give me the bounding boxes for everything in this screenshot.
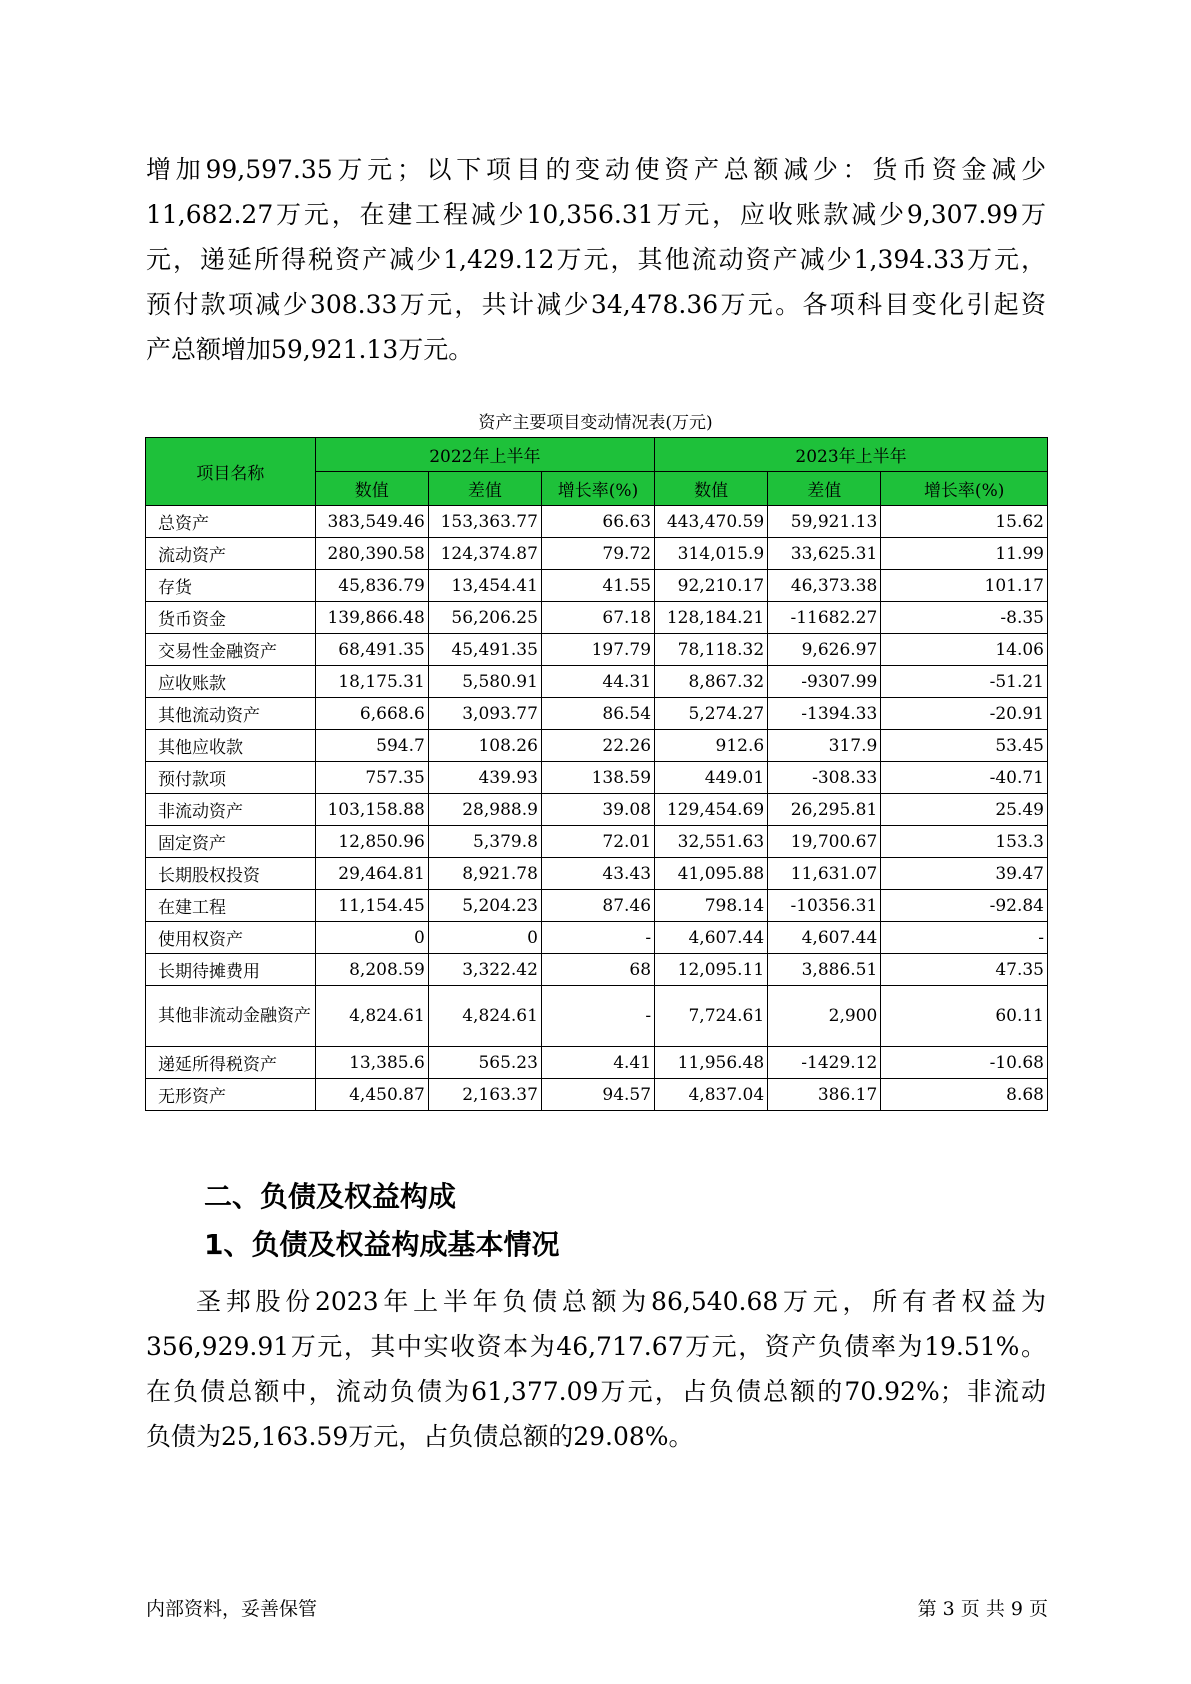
table-row xyxy=(146,666,1048,698)
row-value-cell: 8.68 xyxy=(881,1079,1048,1111)
row-item-name: 在建工程 xyxy=(146,890,316,922)
row-value-cell: 383,549.46 xyxy=(315,506,428,538)
row-value-cell: 94.57 xyxy=(541,1079,654,1111)
table-row xyxy=(146,698,1048,730)
row-value-cell: 39.08 xyxy=(541,794,654,826)
row-value-cell: 78,118.32 xyxy=(655,634,768,666)
row-value-cell: -10356.31 xyxy=(768,890,881,922)
row-value-cell: 138.59 xyxy=(541,762,654,794)
row-value-cell: 5,204.23 xyxy=(428,890,541,922)
row-item-name: 长期股权投资 xyxy=(146,858,316,890)
row-value-cell: 66.63 xyxy=(541,506,654,538)
row-item-name: 使用权资产 xyxy=(146,922,316,954)
row-value-cell: 101.17 xyxy=(881,570,1048,602)
row-item-name: 货币资金 xyxy=(146,602,316,634)
row-value-cell: 128,184.21 xyxy=(655,602,768,634)
row-value-cell: 153.3 xyxy=(881,826,1048,858)
section-title: 二、负债及权益构成 xyxy=(204,1180,457,1213)
row-value-cell: 53.45 xyxy=(881,730,1048,762)
row-item-name: 预付款项 xyxy=(146,762,316,794)
row-value-cell: -10.68 xyxy=(881,1047,1048,1079)
period-header-2023: 2023年上半年 xyxy=(655,438,1048,472)
table-row xyxy=(146,794,1048,826)
row-value-cell: -51.21 xyxy=(881,666,1048,698)
table-row xyxy=(146,826,1048,858)
row-value-cell: 68,491.35 xyxy=(315,634,428,666)
row-value-cell: 139,866.48 xyxy=(315,602,428,634)
sub-header: 增长率(%) xyxy=(541,472,654,506)
row-value-cell: 280,390.58 xyxy=(315,538,428,570)
row-value-cell: 11.99 xyxy=(881,538,1048,570)
sub-header: 增长率(%) xyxy=(881,472,1048,506)
row-value-cell: 67.18 xyxy=(541,602,654,634)
row-value-cell: 25.49 xyxy=(881,794,1048,826)
row-value-cell: 153,363.77 xyxy=(428,506,541,538)
row-value-cell: 92,210.17 xyxy=(655,570,768,602)
table-row xyxy=(146,922,1048,954)
row-value-cell: 7,724.61 xyxy=(655,986,768,1047)
intro-line: 元，递延所得税资产减少1,429.12万元，其他流动资产减少1,394.33万元， xyxy=(146,245,1046,274)
table-row xyxy=(146,506,1048,538)
row-value-cell: 4,837.04 xyxy=(655,1079,768,1111)
row-value-cell: 314,015.9 xyxy=(655,538,768,570)
intro-paragraph xyxy=(146,147,1046,372)
row-value-cell: 912.6 xyxy=(655,730,768,762)
row-value-cell: 8,867.32 xyxy=(655,666,768,698)
row-value-cell: 41.55 xyxy=(541,570,654,602)
row-value-cell: 56,206.25 xyxy=(428,602,541,634)
row-value-cell: 449.01 xyxy=(655,762,768,794)
row-value-cell: 12,095.11 xyxy=(655,954,768,986)
row-value-cell: -1429.12 xyxy=(768,1047,881,1079)
row-value-cell: 757.35 xyxy=(315,762,428,794)
row-value-cell: 22.26 xyxy=(541,730,654,762)
liability-line: 圣邦股份2023年上半年负债总额为86,540.68万元，所有者权益为 xyxy=(196,1287,1046,1316)
table-row xyxy=(146,730,1048,762)
row-value-cell: 5,274.27 xyxy=(655,698,768,730)
row-item-name: 非流动资产 xyxy=(146,794,316,826)
table-row xyxy=(146,1079,1048,1111)
table-caption: 资产主要项目变动情况表(万元) xyxy=(478,413,713,433)
row-value-cell: 9,626.97 xyxy=(768,634,881,666)
sub-header: 数值 xyxy=(315,472,428,506)
row-value-cell: -11682.27 xyxy=(768,602,881,634)
row-item-name: 递延所得税资产 xyxy=(146,1047,316,1079)
row-value-cell: 44.31 xyxy=(541,666,654,698)
row-value-cell: 197.79 xyxy=(541,634,654,666)
row-value-cell: 59,921.13 xyxy=(768,506,881,538)
row-value-cell: 45,836.79 xyxy=(315,570,428,602)
row-value-cell: 39.47 xyxy=(881,858,1048,890)
row-value-cell: 565.23 xyxy=(428,1047,541,1079)
footer-confidential-note: 内部资料，妥善保管 xyxy=(146,1598,318,1620)
row-value-cell: 11,631.07 xyxy=(768,858,881,890)
row-value-cell: 6,668.6 xyxy=(315,698,428,730)
row-value-cell: 43.43 xyxy=(541,858,654,890)
row-item-name: 无形资产 xyxy=(146,1079,316,1111)
intro-line: 增加99,597.35万元；以下项目的变动使资产总额减少：货币资金减少 xyxy=(146,155,1046,184)
sub-header: 差值 xyxy=(428,472,541,506)
row-item-name: 交易性金融资产 xyxy=(146,634,316,666)
row-value-cell: 45,491.35 xyxy=(428,634,541,666)
table-row xyxy=(146,570,1048,602)
row-value-cell: -9307.99 xyxy=(768,666,881,698)
liability-line: 在负债总额中，流动负债为61,377.09万元，占负债总额的70.92%；非流动 xyxy=(146,1377,1046,1406)
row-value-cell: 4,450.87 xyxy=(315,1079,428,1111)
row-value-cell: 60.11 xyxy=(881,986,1048,1047)
row-value-cell: 68 xyxy=(541,954,654,986)
row-item-name: 其他流动资产 xyxy=(146,698,316,730)
table-row xyxy=(146,602,1048,634)
row-value-cell: 32,551.63 xyxy=(655,826,768,858)
row-value-cell: -20.91 xyxy=(881,698,1048,730)
row-value-cell: 86.54 xyxy=(541,698,654,730)
row-value-cell: 798.14 xyxy=(655,890,768,922)
row-value-cell: -92.84 xyxy=(881,890,1048,922)
row-value-cell: - xyxy=(881,922,1048,954)
intro-line: 产总额增加59,921.13万元。 xyxy=(146,335,474,364)
row-value-cell: 5,379.8 xyxy=(428,826,541,858)
row-value-cell: 12,850.96 xyxy=(315,826,428,858)
row-value-cell: 439.93 xyxy=(428,762,541,794)
row-value-cell: 11,154.45 xyxy=(315,890,428,922)
row-value-cell: 0 xyxy=(428,922,541,954)
row-value-cell: 124,374.87 xyxy=(428,538,541,570)
table-body xyxy=(146,506,1048,1111)
row-value-cell: 33,625.31 xyxy=(768,538,881,570)
intro-line: 预付款项减少308.33万元，共计减少34,478.36万元。各项科目变化引起资 xyxy=(146,290,1046,319)
table-row xyxy=(146,634,1048,666)
row-value-cell: 41,095.88 xyxy=(655,858,768,890)
liability-line: 356,929.91万元，其中实收资本为46,717.67万元，资产负债率为19.51%。 xyxy=(146,1332,1046,1361)
row-value-cell: 103,158.88 xyxy=(315,794,428,826)
row-value-cell: -40.71 xyxy=(881,762,1048,794)
row-value-cell: 79.72 xyxy=(541,538,654,570)
row-value-cell: 47.35 xyxy=(881,954,1048,986)
row-value-cell: -1394.33 xyxy=(768,698,881,730)
row-value-cell: 4,607.44 xyxy=(655,922,768,954)
row-value-cell: 8,921.78 xyxy=(428,858,541,890)
row-value-cell: 13,385.6 xyxy=(315,1047,428,1079)
row-value-cell: 29,464.81 xyxy=(315,858,428,890)
row-value-cell: - xyxy=(541,986,654,1047)
row-value-cell: 4,824.61 xyxy=(315,986,428,1047)
table-row xyxy=(146,986,1048,1047)
row-value-cell: 2,163.37 xyxy=(428,1079,541,1111)
row-value-cell: 317.9 xyxy=(768,730,881,762)
row-item-name: 其他非流动金融资产 xyxy=(146,986,316,1047)
liability-line: 负债为25,163.59万元，占负债总额的29.08%。 xyxy=(146,1422,694,1451)
row-value-cell: 386.17 xyxy=(768,1079,881,1111)
table-row xyxy=(146,762,1048,794)
row-value-cell: -8.35 xyxy=(881,602,1048,634)
row-value-cell: -308.33 xyxy=(768,762,881,794)
row-value-cell: 72.01 xyxy=(541,826,654,858)
sub-header: 差值 xyxy=(768,472,881,506)
row-item-name: 总资产 xyxy=(146,506,316,538)
row-value-cell: 108.26 xyxy=(428,730,541,762)
row-value-cell: 19,700.67 xyxy=(768,826,881,858)
row-value-cell: 129,454.69 xyxy=(655,794,768,826)
row-value-cell: 5,580.91 xyxy=(428,666,541,698)
sub-header: 数值 xyxy=(655,472,768,506)
liability-paragraph xyxy=(146,1279,1046,1459)
row-value-cell: 28,988.9 xyxy=(428,794,541,826)
item-name-header: 项目名称 xyxy=(146,438,316,506)
row-value-cell: 594.7 xyxy=(315,730,428,762)
row-value-cell: 0 xyxy=(315,922,428,954)
row-value-cell: 2,900 xyxy=(768,986,881,1047)
row-value-cell: 4,607.44 xyxy=(768,922,881,954)
row-item-name: 应收账款 xyxy=(146,666,316,698)
period-header-2022: 2022年上半年 xyxy=(315,438,654,472)
row-value-cell: 87.46 xyxy=(541,890,654,922)
table-row xyxy=(146,890,1048,922)
row-value-cell: 15.62 xyxy=(881,506,1048,538)
table-row xyxy=(146,858,1048,890)
row-value-cell: 8,208.59 xyxy=(315,954,428,986)
row-value-cell: 4,824.61 xyxy=(428,986,541,1047)
row-value-cell: 3,322.42 xyxy=(428,954,541,986)
table-row xyxy=(146,954,1048,986)
row-value-cell: 3,093.77 xyxy=(428,698,541,730)
row-value-cell: 3,886.51 xyxy=(768,954,881,986)
table-row xyxy=(146,538,1048,570)
row-value-cell: 11,956.48 xyxy=(655,1047,768,1079)
assets-change-table xyxy=(145,437,1048,1111)
footer-page-number: 第 3 页 共 9 页 xyxy=(917,1598,1048,1620)
row-item-name: 其他应收款 xyxy=(146,730,316,762)
row-value-cell: - xyxy=(541,922,654,954)
row-value-cell: 13,454.41 xyxy=(428,570,541,602)
row-value-cell: 26,295.81 xyxy=(768,794,881,826)
table-row xyxy=(146,1047,1048,1079)
row-value-cell: 443,470.59 xyxy=(655,506,768,538)
row-value-cell: 46,373.38 xyxy=(768,570,881,602)
row-item-name: 固定资产 xyxy=(146,826,316,858)
subsection-title: 1、负债及权益构成基本情况 xyxy=(204,1228,560,1261)
row-value-cell: 4.41 xyxy=(541,1047,654,1079)
row-item-name: 长期待摊费用 xyxy=(146,954,316,986)
row-value-cell: 18,175.31 xyxy=(315,666,428,698)
row-value-cell: 14.06 xyxy=(881,634,1048,666)
row-item-name: 存货 xyxy=(146,570,316,602)
row-item-name: 流动资产 xyxy=(146,538,316,570)
intro-line: 11,682.27万元，在建工程减少10,356.31万元，应收账款减少9,307.99万 xyxy=(146,200,1046,229)
